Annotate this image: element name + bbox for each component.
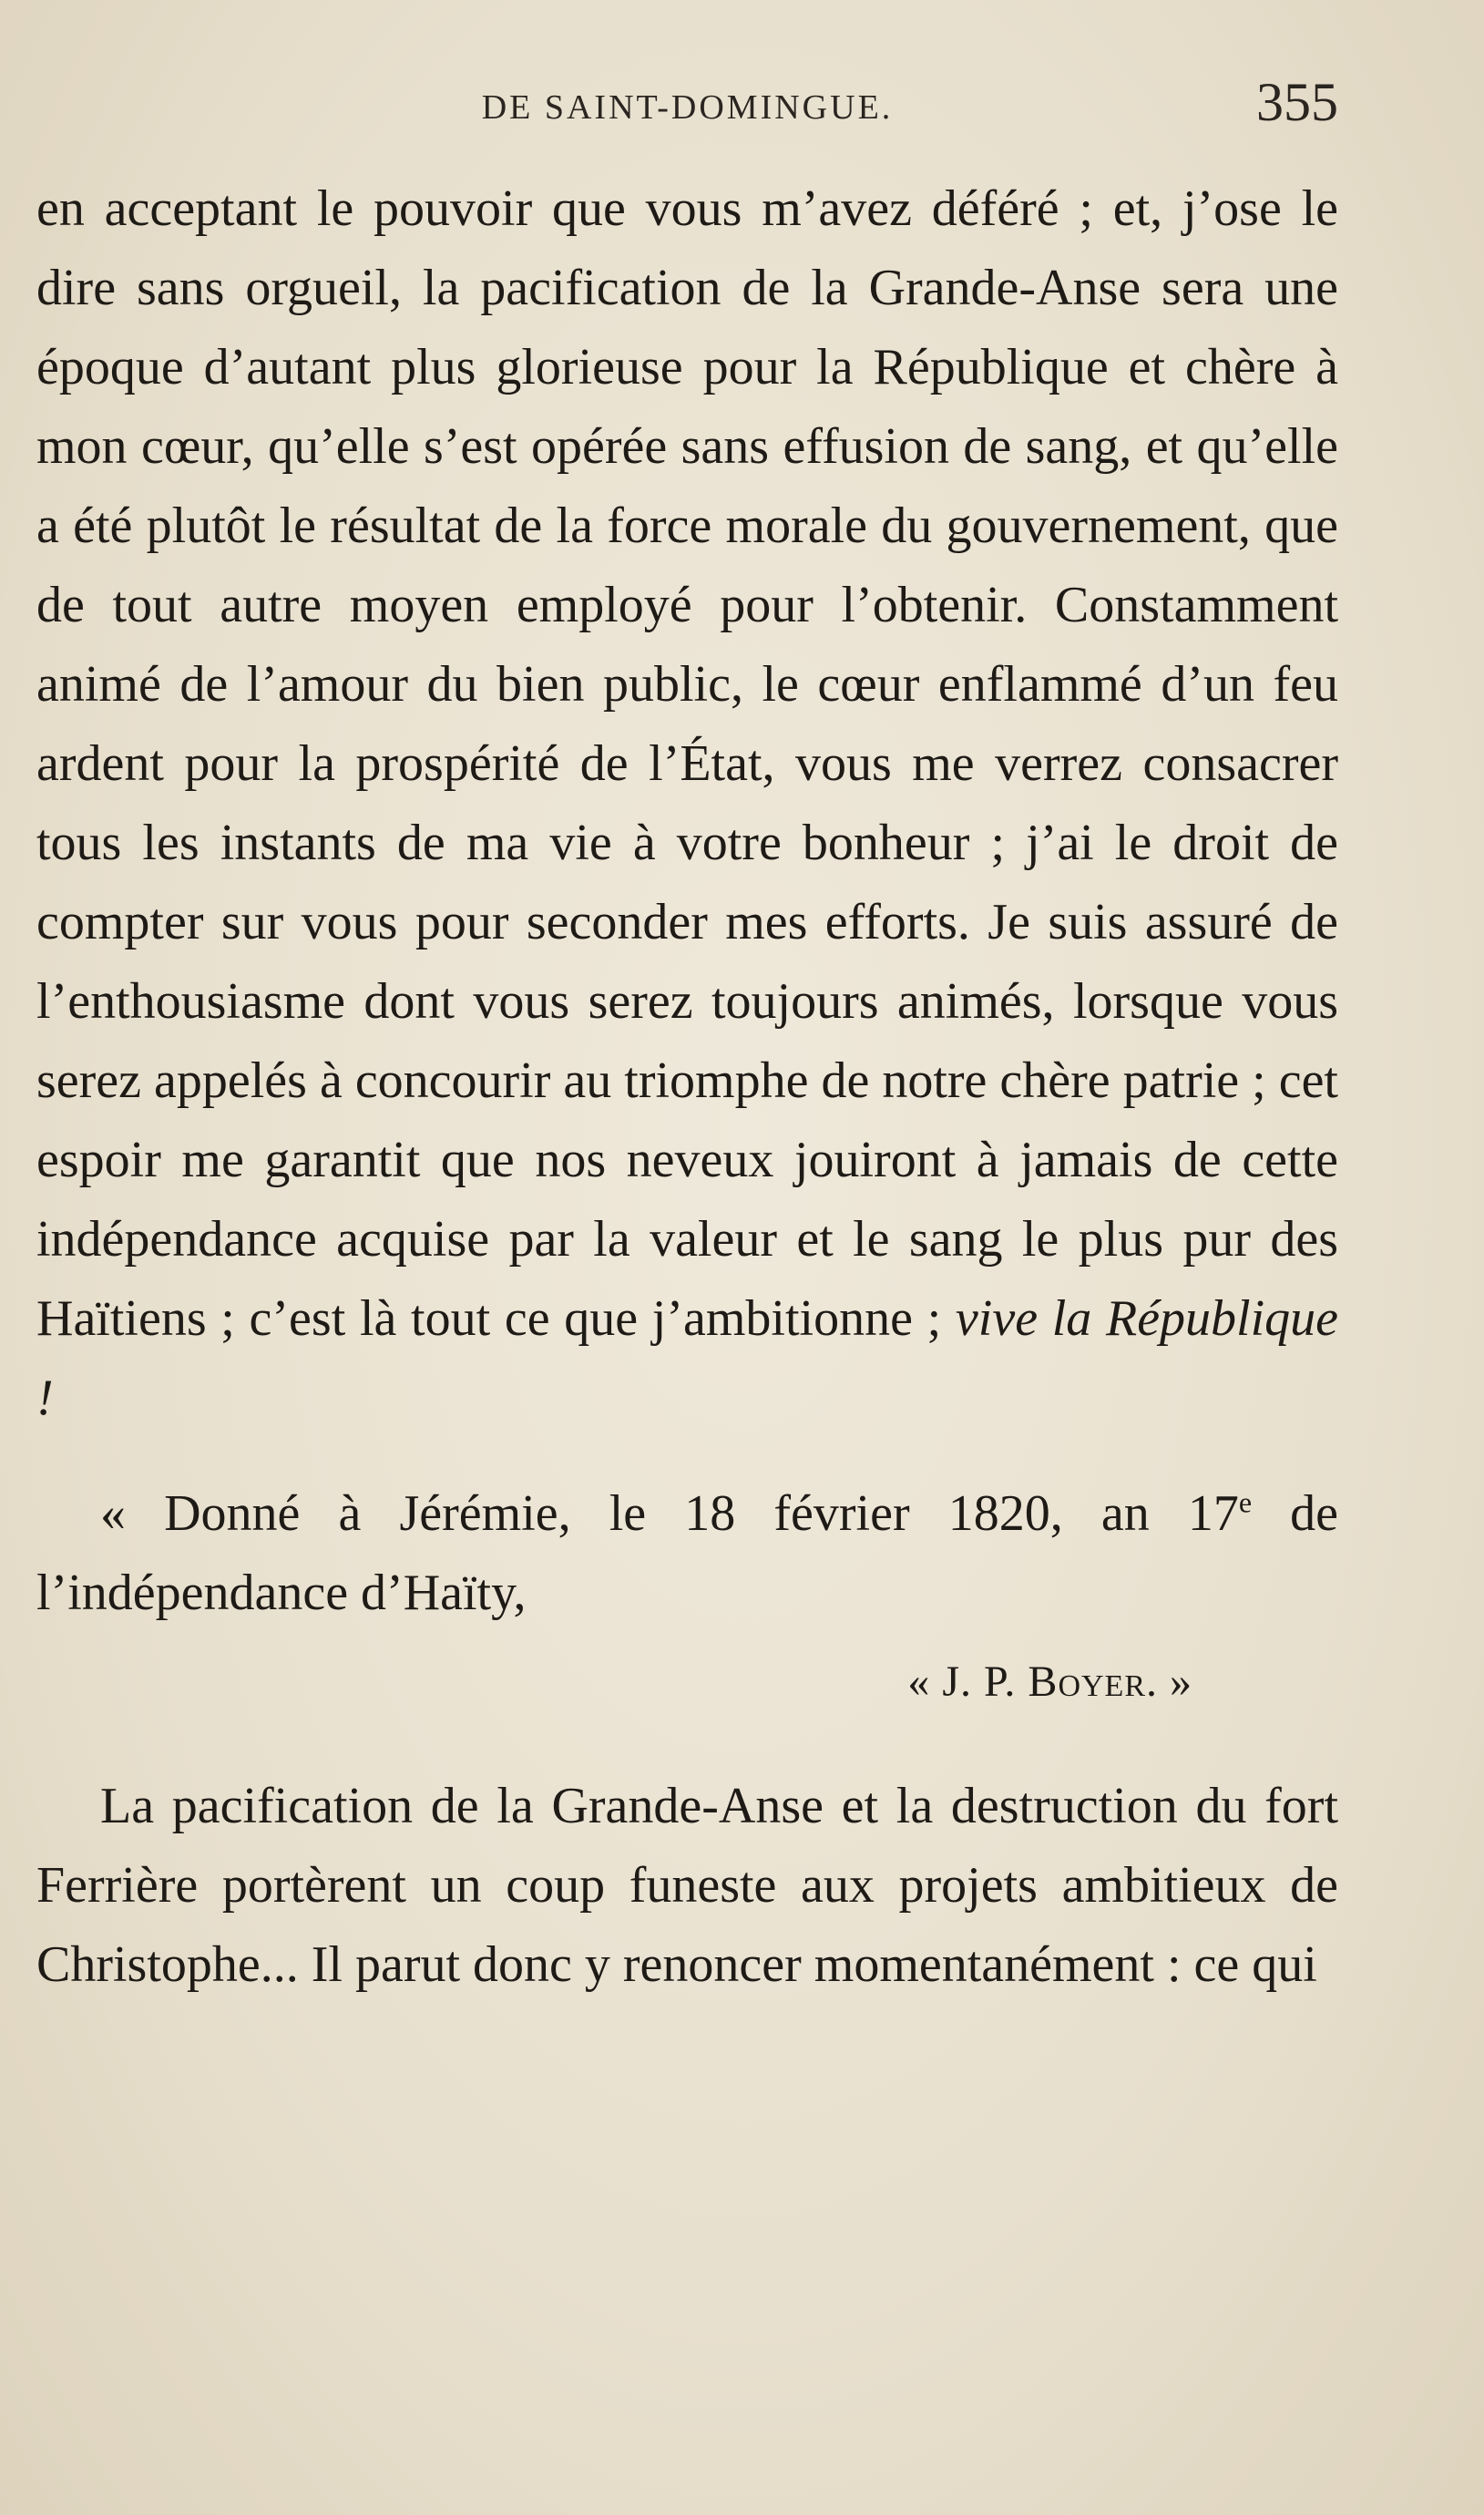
page-number: 355 (1256, 72, 1338, 132)
signoff-line-2: de l’indépendance d’Haïty, (36, 1485, 1339, 1621)
running-head (36, 71, 1338, 149)
signature (36, 1642, 1192, 1721)
signoff-line-1: « Donné à Jérémie, le 18 février 1820, an 17 (100, 1485, 1239, 1542)
closing-exclamation: vive la République ! (36, 1290, 1339, 1426)
body-paragraph-1 (36, 169, 1338, 1438)
signoff-superscript: e (1238, 1485, 1253, 1519)
body-paragraph-2: La pacification de la Grande-Anse et la destruction du fort Ferrière portèrent un coup funeste aux projets ambitieux de Christophe... Il parut donc y renoncer momentanément : ce qui (36, 1778, 1338, 1993)
signature-name: Boyer. (1028, 1658, 1158, 1706)
paragraph-1-text: en acceptant le pouvoir que vous m’avez déféré ; et, j’ose le dire sans orgueil, la pacification de la Grande-Anse sera une époque d’autant plus glorieuse pour la République et chère à mon cœur, qu’elle s’est opérée sans effusion de sang, et qu’elle a été plutôt le résultat de la force morale du gouvernement, que de tout autre moyen employé pour l’obtenir. Constamment animé de l’amour du bien public, le cœur enflammé d’un feu ardent pour la prospérité de l’État, vous me verrez consacrer tous les instants de ma vie à votre bonheur ; j’ai le droit de compter sur vous pour seconder mes efforts. Je suis assuré de l’enthousiasme dont vous serez toujours animés, lorsque vous serez appelés à concourir au triomphe de notre chère patrie ; cet espoir me garantit que nos neveux jouiront à jamais de cette indépendance acquise par la valeur et le sang le plus pur des Haïtiens ; c’est là tout ce que j’ambitionne ; (36, 180, 1338, 1347)
running-title: DE SAINT-DOMINGUE. (481, 88, 894, 127)
signoff-block (36, 1474, 1338, 1721)
signature-suffix: » (1170, 1658, 1192, 1706)
signature-prefix: « J. P. (907, 1658, 1017, 1706)
signoff-line (36, 1474, 1338, 1633)
